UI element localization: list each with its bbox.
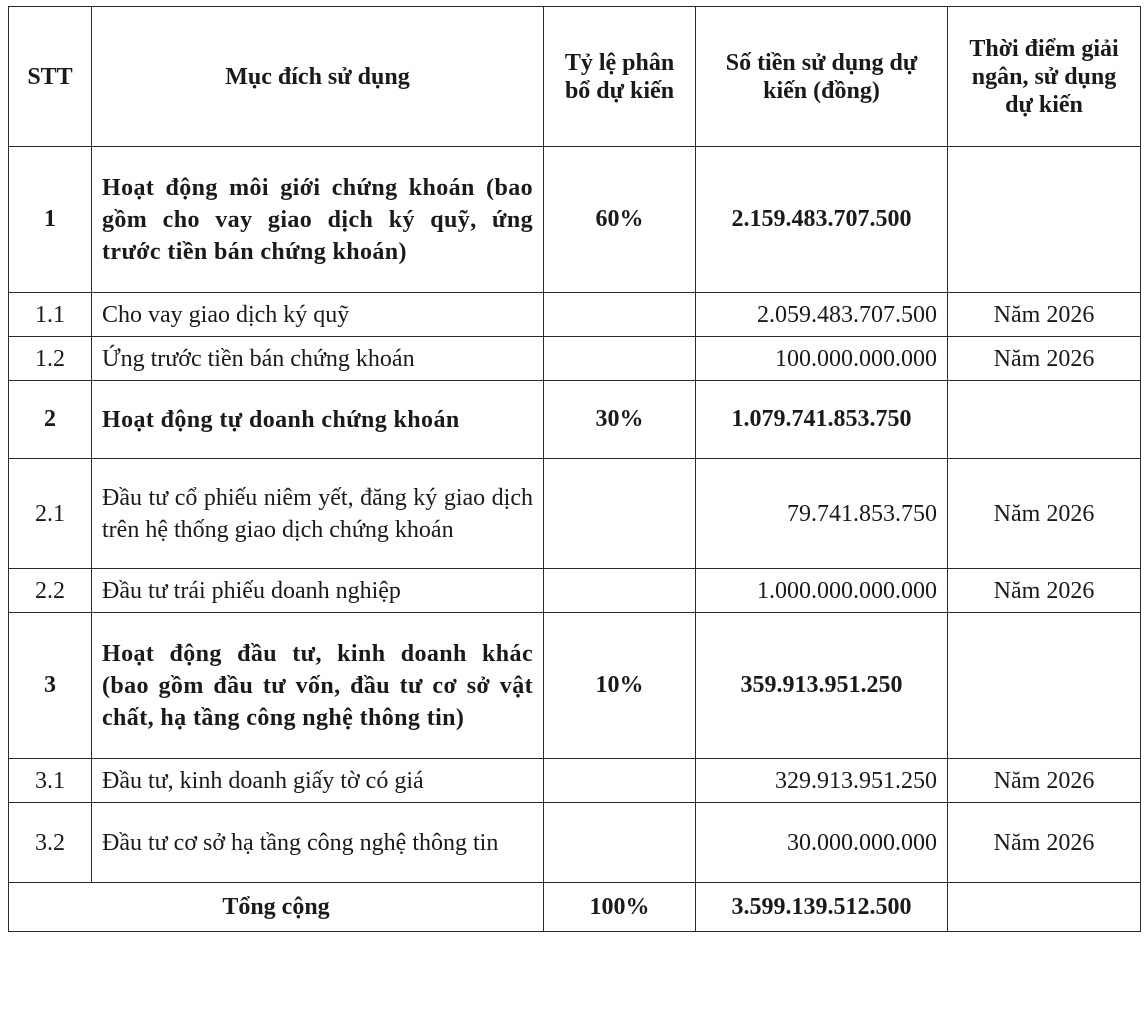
row-time [948, 147, 1141, 293]
row-stt: 3.2 [9, 803, 92, 883]
row-ratio [544, 459, 696, 569]
row-stt: 2.1 [9, 459, 92, 569]
row-amount: 2.059.483.707.500 [696, 293, 948, 337]
row-amount: 359.913.951.250 [696, 613, 948, 759]
total-row [9, 883, 1141, 932]
row-purpose: Ứng trước tiền bán chứng khoán [92, 337, 544, 381]
row-time: Năm 2026 [948, 337, 1141, 381]
row-time: Năm 2026 [948, 459, 1141, 569]
row-ratio [544, 759, 696, 803]
table-row [9, 381, 1141, 459]
row-time [948, 381, 1141, 459]
row-time: Năm 2026 [948, 569, 1141, 613]
total-label: Tổng cộng [9, 883, 544, 932]
row-purpose: Hoạt động đầu tư, kinh doanh khác (bao gồm đầu tư vốn, đầu tư cơ sở vật chất, hạ tầng công nghệ thông tin) [92, 613, 544, 759]
row-purpose: Đầu tư cổ phiếu niêm yết, đăng ký giao dịch trên hệ thống giao dịch chứng khoán [92, 459, 544, 569]
row-stt: 3.1 [9, 759, 92, 803]
row-stt: 3 [9, 613, 92, 759]
table-row [9, 569, 1141, 613]
row-ratio [544, 293, 696, 337]
row-purpose: Đầu tư trái phiếu doanh nghiệp [92, 569, 544, 613]
row-stt: 1.1 [9, 293, 92, 337]
row-stt: 2 [9, 381, 92, 459]
row-amount: 329.913.951.250 [696, 759, 948, 803]
total-ratio: 100% [544, 883, 696, 932]
row-purpose: Đầu tư, kinh doanh giấy tờ có giá [92, 759, 544, 803]
table-row [9, 293, 1141, 337]
table-row [9, 759, 1141, 803]
header-row [9, 7, 1141, 147]
row-time: Năm 2026 [948, 803, 1141, 883]
total-amount: 3.599.139.512.500 [696, 883, 948, 932]
header-purpose: Mục đích sử dụng [92, 7, 544, 147]
table-row [9, 337, 1141, 381]
row-ratio [544, 803, 696, 883]
table-row [9, 803, 1141, 883]
row-ratio [544, 569, 696, 613]
row-amount: 1.000.000.000.000 [696, 569, 948, 613]
header-time: Thời điểm giải ngân, sử dụng dự kiến [948, 7, 1141, 147]
row-ratio: 10% [544, 613, 696, 759]
header-amount: Số tiền sử dụng dự kiến (đồng) [696, 7, 948, 147]
capital-allocation-table [8, 6, 1141, 932]
document-page [8, 6, 1141, 932]
row-purpose: Hoạt động tự doanh chứng khoán [92, 381, 544, 459]
row-time [948, 613, 1141, 759]
table-row [9, 147, 1141, 293]
row-stt: 2.2 [9, 569, 92, 613]
row-stt: 1 [9, 147, 92, 293]
row-amount: 79.741.853.750 [696, 459, 948, 569]
row-amount: 1.079.741.853.750 [696, 381, 948, 459]
row-stt: 1.2 [9, 337, 92, 381]
header-stt: STT [9, 7, 92, 147]
row-time: Năm 2026 [948, 293, 1141, 337]
row-amount: 100.000.000.000 [696, 337, 948, 381]
table-row [9, 459, 1141, 569]
row-time: Năm 2026 [948, 759, 1141, 803]
row-amount: 2.159.483.707.500 [696, 147, 948, 293]
header-ratio: Tỷ lệ phân bổ dự kiến [544, 7, 696, 147]
row-ratio: 60% [544, 147, 696, 293]
row-ratio: 30% [544, 381, 696, 459]
row-purpose: Cho vay giao dịch ký quỹ [92, 293, 544, 337]
table-row [9, 613, 1141, 759]
row-ratio [544, 337, 696, 381]
row-purpose: Đầu tư cơ sở hạ tầng công nghệ thông tin [92, 803, 544, 883]
row-amount: 30.000.000.000 [696, 803, 948, 883]
total-time [948, 883, 1141, 932]
row-purpose: Hoạt động môi giới chứng khoán (bao gồm cho vay giao dịch ký quỹ, ứng trước tiền bán chứng khoán) [92, 147, 544, 293]
